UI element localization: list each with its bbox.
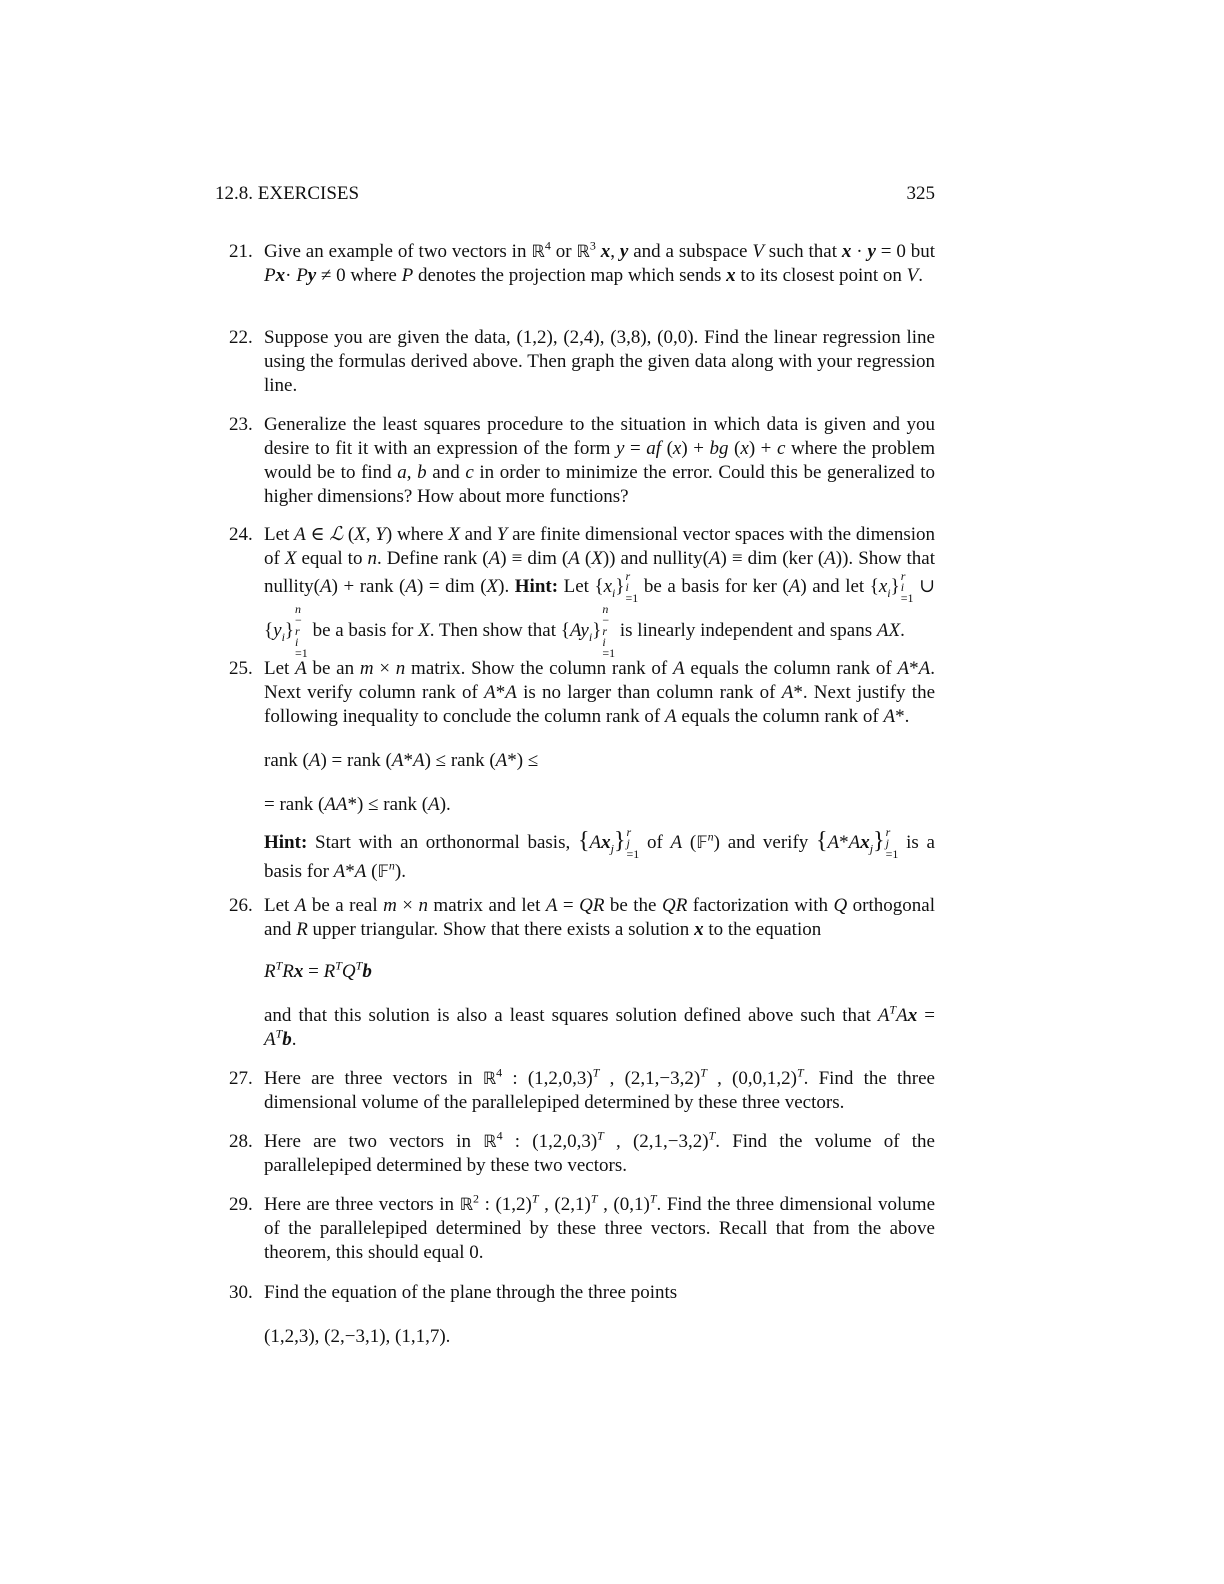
exercise-27-tail: . Find the three dimensional volume of the parallelepiped determined by these three vectors. <box>264 1068 935 1113</box>
exercise-text: Let A be an m × n matrix. Show the column rank of A equals the column rank of A*A. Next verify column rank of A*A is no larger than column rank of A*. Next justify the following inequality to conclude the column rank of A equals the column rank of A*. rank (A) = rank (A*A) ≤ rank (A*) ≤ = rank (AA*) ≤ rank (A). Hint: Start with an orthonormal basis, $\{Ax_j\}$ r j =1 of A (𝔽$^n$) and verify $\{A*Ax_j\}$ r j =1 is a basis for A*A (𝔽$^n$). <box>264 658 935 882</box>
exercise-29-tail: . Find the three dimensional volume of the parallelepiped determined by these three vectors. Recall that from the above theorem, this should equal 0. <box>264 1194 935 1263</box>
exercise-text: Here are three vectors in ℝ$^4$ : $(1,2,0,3)^T$ , $(2,1,-3,2)^T$ , $(0,0,1,2)^T$. Find the three dimensional volume of the parallelepiped determined by these three vectors. <box>264 1065 935 1113</box>
exercise-25 <box>229 657 935 884</box>
exercise-text: Here are two vectors in ℝ$^4$ : $(1,2,0,3)^T$ , $(2,1,-3,2)^T$. Find the volume of the parallelepiped determined by these two vectors. <box>264 1128 935 1176</box>
exercise-text: Let A be a real m × n matrix and let A = QR be the QR factorization with Q orthogonal and R upper triangular. Show that there exists a solution x to the equation $R^TRx = R^TQ^Tb$ and that this solution is also a least squares solution defined above such that $A^TAx = A^Tb$. <box>264 895 935 1050</box>
exercise-28 <box>229 1130 935 1178</box>
exercise-text <box>264 326 935 398</box>
exercise-24 <box>229 523 935 659</box>
exercise-number: 28. <box>229 1131 253 1152</box>
exercise-number: 23. <box>229 414 253 435</box>
exercise-text: Generalize the least squares procedure to the situation in which data is given and you desire to fit it with an expression of the form y = af (x) + bg (x) + c where the problem would be to find a, b and c in order to minimize the error. Could this be generalized to higher dimensions? How about more functions? <box>264 414 935 507</box>
exercise-29 <box>229 1193 935 1265</box>
exercise-text: Give an example of two vectors in ℝ$^4$ or ℝ$^3$ x, y and a subspace V such that x · y = 0 but Px· Py ≠ 0 where P denotes the projection map which sends x to its closest point on V. <box>264 238 936 286</box>
running-header <box>215 183 935 209</box>
exercise-number: 27. <box>229 1068 253 1089</box>
exercise-26 <box>229 894 935 1052</box>
exercise-number: 22. <box>229 327 253 348</box>
section-title: 12.8. EXERCISES <box>215 183 360 204</box>
exercise-30-text: Find the equation of the plane through the three points <box>264 1282 678 1303</box>
exercise-number: 29. <box>229 1194 253 1215</box>
exercise-number: 21. <box>229 241 253 262</box>
exercise-28-tail: . Find the volume of the parallelepiped determined by these two vectors. <box>264 1131 935 1176</box>
exercise-27 <box>229 1067 935 1115</box>
exercise-number: 25. <box>229 658 253 679</box>
exercise-22 <box>229 326 935 398</box>
exercise-text: Let A ∈ ℒ (X, Y) where X and Y are finite dimensional vector spaces with the dimension of X equal to n. Define rank (A) ≡ dim (A (X)) and nullity(A) ≡ dim (ker (A)). Show that nullity(A) + rank (A) = dim (X). Hint: Let $\{x_i\}$ r i =1 be a basis for ker (A) and let $\{x_i\}$ r i =1 ∪ $\{y_i\}$ n − r i =1 be a basis for X. Then show that $\{Ay_i\}$ n − r i =1 is linearly independent and spans AX. <box>264 524 936 660</box>
exercise-number: 30. <box>229 1282 253 1303</box>
exercise-30-points: (1,2,3), (2,−3,1), (1,1,7). <box>264 1326 451 1347</box>
exercise-number: 26. <box>229 895 253 916</box>
exercise-30 <box>229 1281 935 1349</box>
exercise-21 <box>229 240 935 288</box>
exercise-number: 24. <box>229 524 253 545</box>
exercise-text: Here are three vectors in ℝ$^2$ : $(1,2)^T$ , $(2,1)^T$ , $(0,1)^T$. Find the three dimensional volume of the parallelepiped determined by these three vectors. Recall that from the above theorem, this should equal 0. <box>264 1191 935 1263</box>
exercise-22-text: Suppose you are given the data, (1,2), (2,4), (3,8), (0,0). Find the linear regression line using the formulas derived above. Then graph the given data along with your regression line. <box>264 327 935 396</box>
page-number: 325 <box>906 183 935 204</box>
exercise-23 <box>229 413 935 509</box>
exercise-text <box>264 1281 935 1349</box>
